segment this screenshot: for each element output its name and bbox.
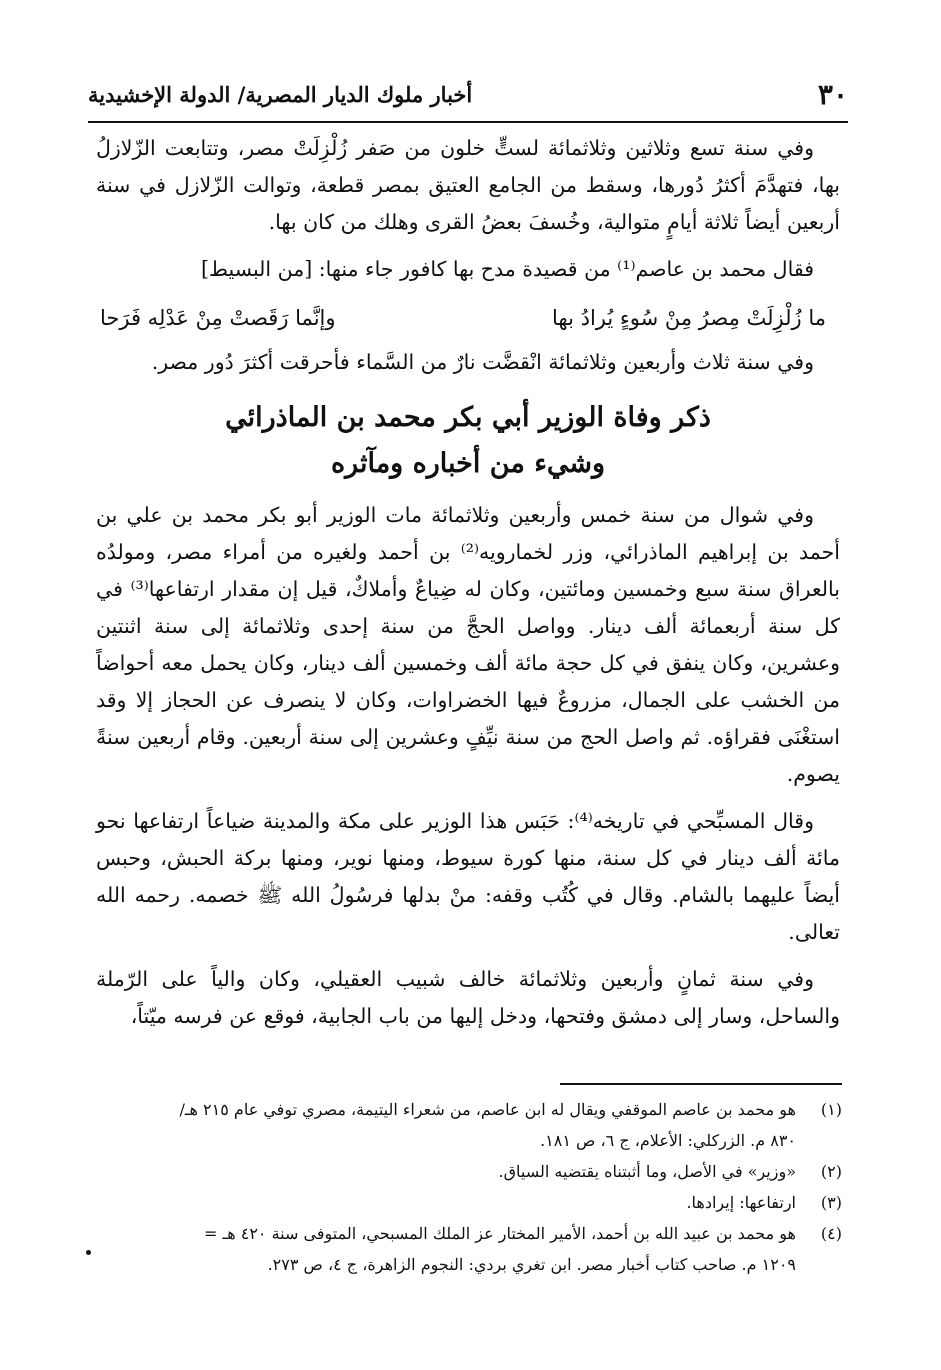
verse-first-hemistich: ما زُلْزِلَتْ مِصرُ مِنْ سُوءٍ يُرادُ بها	[552, 306, 826, 330]
paragraph-poem-intro: فقال محمد بن عاصم⁽¹⁾ من قصيدة مدح بها كافور جاء منها: [من البسيط]	[201, 257, 814, 281]
footnote-rule	[560, 1083, 842, 1085]
footnote-3	[104, 1187, 842, 1218]
poem-verse	[96, 298, 840, 338]
section-heading-line-1: ذكر وفاة الوزير أبي بكر محمد بن الماذرائي	[225, 402, 711, 433]
section-heading	[96, 395, 840, 487]
paragraph-earthquake: وفي سنة تسع وثلاثين وثلاثمائة لستٍّ خلون من صَفر زُلْزِلَتْ مصر، وتتابعت الزّلازلُ بها، فتهدَّمَ أكثرُ دُورها، وسقط من الجامع العتيق بمصر قطعة، وتوالت الزّلازل في سنة أربعين أيضاً ثلاثة أيامٍ متوالية، وخُسفَ بعضُ القرى وهلك من كان بها.	[96, 136, 840, 234]
paragraph-musabbihi: وقال المسبِّحي في تاريخه⁽⁴⁾: حَبَس هذا الوزير على مكة والمدينة ضياعاً ارتفاعها نحو مائة ألف دينار في كل سنة، منها كورة سيوط، ومنها نوير، ومنها بركة الحبش، وحبس أيضاً عليهما بالشام. وقال في كُتُب وقفه: منْ بدلها فرسُولُ الله ﷺ خصمه. رحمه الله تعالى.	[96, 809, 840, 944]
running-title: أخبار ملوك الديار المصرية/ الدولة الإخشيدية	[88, 82, 473, 107]
footnote-text: ارتفاعها: إيرادها.	[686, 1193, 796, 1212]
footnote-1-continuation: ٨٣٠ م. الزركلي: الأعلام، ج ٦، ص ١٨١.	[540, 1131, 796, 1150]
footnote-number: (٤)	[820, 1224, 842, 1243]
footnote-number: (٣)	[820, 1193, 842, 1212]
main-text	[96, 130, 840, 1045]
paragraph-vizier-death: وفي شوال من سنة خمس وأربعين وثلاثمائة مات الوزير أبو بكر محمد بن علي بن أحمد بن إبراهيم الماذرائي، وزر لخمارويه⁽²⁾ بن أحمد ولغيره من أمراء مصر، ومولدُه بالعراق سنة سبع وخمسين ومائتين، وكان له ضِياعٌ وأملاكٌ، قيل إن مقدار ارتفاعها⁽³⁾ في كل سنة أربعمائة ألف دينار. وواصل الحجَّ من سنة إحدى وثلاثمائة إلى سنة اثنتين وعشرين، وكان ينفق في كل حجة مائة ألف وخمسين ألف دينار، وكان يحمل معه أحواضاً من الخشب على الجمال، مزروعٌ فيها الخضراوات، وكان لا ينصرف عن الحجاز إلا وقد استغْنَى فقراؤه. ثم واصل الحج من سنة نيِّفٍ وعشرين إلى سنة أربعين. وقام أربعين سنةً يصوم.	[96, 503, 841, 786]
footnote-4	[104, 1218, 842, 1249]
footnote-text: «وزير» في الأصل، وما أثبتناه يقتضيه السياق.	[498, 1162, 796, 1181]
footnote-number: (٢)	[820, 1162, 842, 1181]
footnote-4-continuation: ١٢٠٩ م. صاحب كتاب أخبار مصر. ابن تغري بردي: النجوم الزاهرة، ج ٤، ص ٢٧٣.	[267, 1255, 796, 1274]
verse-second-hemistich: وإنَّما رَقَصتْ مِنْ عَدْلِه فَرَحا	[100, 306, 336, 330]
footnote-number: (١)	[820, 1100, 842, 1119]
paragraph-fire: وفي سنة ثلاث وأربعين وثلاثمائة انْقضَّت نارٌ من السَّماء فأحرقت أكثرَ دُور مصر.	[151, 350, 814, 374]
footnote-2	[104, 1156, 842, 1187]
margin-dot	[86, 1250, 91, 1255]
page-header	[88, 78, 848, 118]
header-rule	[88, 121, 848, 123]
section-heading-line-2: وشيء من أخباره ومآثره	[330, 448, 606, 479]
paragraph-shabib: وفي سنة ثمانٍ وأربعين وثلاثمائة خالف شبيب العقيلي، وكان والياً على الرّملة والساحل، وسار إلى دمشق وفتحها، ودخل إليها من باب الجابية، فوقع عن فرسه ميّتاً،	[96, 967, 840, 1028]
footnote-text: هو محمد بن عبيد الله بن أحمد، الأمير المختار عز الملك المسبحي، المتوفى سنة ٤٢٠ هـ =	[204, 1224, 796, 1243]
footnotes	[104, 1094, 842, 1280]
footnote-text: هو محمد بن عاصم الموقفي ويقال له ابن عاصم، من شعراء اليتيمة، مصري توفي عام ٢١٥ هـ/	[179, 1100, 796, 1119]
page-number: ٣٠	[817, 78, 848, 111]
footnote-1	[104, 1094, 842, 1125]
